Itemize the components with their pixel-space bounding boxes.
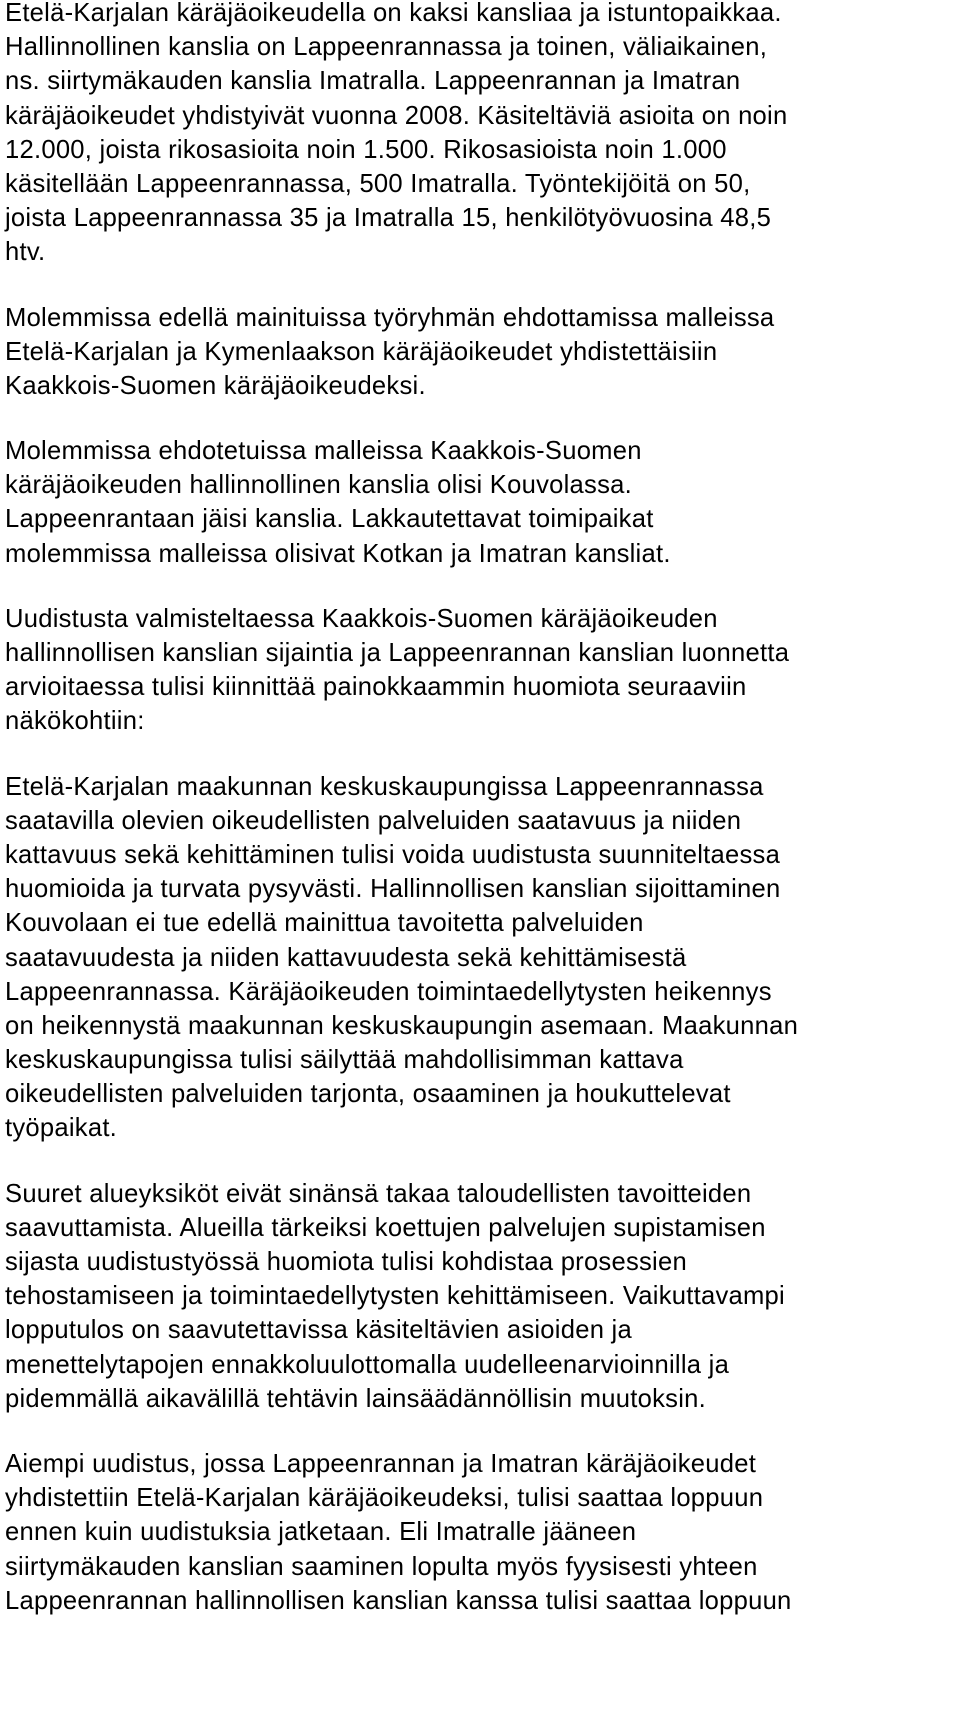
paragraph — [5, 434, 960, 571]
text-line: menettelytapojen ennakkoluulottomalla uudelleenarvioinnilla ja — [5, 1350, 730, 1379]
text-line: Uudistusta valmisteltaessa Kaakkois-Suomen käräjäoikeuden — [5, 604, 718, 633]
text-line: saatavuudesta ja niiden kattavuudesta sekä kehittämisestä — [5, 943, 687, 972]
text-line: käräjäoikeudet yhdistyivät vuonna 2008. Käsiteltäviä asioita on noin — [5, 101, 788, 130]
text-line: käsitellään Lappeenrannassa, 500 Imatralla. Työntekijöitä on 50, — [5, 169, 751, 198]
text-line: ns. siirtymäkauden kanslia Imatralla. Lappeenrannan ja Imatran — [5, 67, 741, 96]
text-line: käräjäoikeuden hallinnollinen kanslia olisi Kouvolassa. — [5, 471, 632, 500]
text-line: hallinnollisen kanslian sijaintia ja Lappeenrannan kanslian luonnetta — [5, 639, 790, 667]
text-line: arvioitaessa tulisi kiinnittää painokkaammin huomiota seuraaviin — [5, 673, 747, 702]
text-line: oikeudellisten palveluiden tarjonta, osaaminen ja houkuttelevat — [5, 1080, 731, 1109]
text-line: molemmissa malleissa olisivat Kotkan ja Imatran kansliat. — [5, 539, 671, 568]
text-line: työpaikat. — [5, 1114, 118, 1143]
text-line: Kouvolaan ei tue edellä mainittua tavoitetta palveluiden — [5, 909, 644, 938]
text-line: saatavilla olevien oikeudellisten palveluiden saatavuus ja niiden — [5, 806, 742, 835]
text-line: on heikennystä maakunnan keskuskaupungin asemaan. Maakunnan — [5, 1011, 799, 1040]
document-body — [5, 0, 960, 1649]
text-line: näkökohtiin: — [5, 707, 145, 736]
text-line: Lappeenrannan hallinnollisen kanslian kanssa tulisi saattaa loppuun — [5, 1586, 792, 1615]
paragraph — [5, 1177, 960, 1416]
text-line: keskuskaupungissa tulisi säilyttää mahdollisimman kattava — [5, 1046, 684, 1075]
text-line: Etelä-Karjalan käräjäoikeudella on kaksi kansliaa ja istuntopaikkaa. — [5, 0, 782, 27]
text-line: tehostamiseen ja toimintaedellytysten kehittämiseen. Vaikuttavampi — [5, 1282, 785, 1311]
text-line: Lappeenrantaan jäisi kanslia. Lakkautettavat toimipaikat — [5, 505, 654, 534]
text-line: Lappeenrannassa. Käräjäoikeuden toimintaedellytysten heikennys — [5, 977, 772, 1006]
paragraph — [5, 770, 960, 1146]
text-line: kattavuus sekä kehittäminen tulisi voida uudistusta suunniteltaessa — [5, 840, 781, 869]
text-line: Molemmissa edellä mainituissa työryhmän ehdottamissa malleissa — [5, 303, 775, 332]
paragraph — [5, 602, 960, 739]
text-line: huomioida ja turvata pysyvästi. Hallinnollisen kanslian sijoittaminen — [5, 875, 781, 904]
text-line: ennen kuin uudistuksia jatketaan. Eli Imatralle jääneen — [5, 1518, 637, 1547]
text-line: Aiempi uudistus, jossa Lappeenrannan ja Imatran käräjäoikeudet — [5, 1449, 757, 1478]
paragraph — [5, 301, 960, 404]
text-line: Hallinnollinen kanslia on Lappeenrannassa ja toinen, väliaikainen, — [5, 33, 768, 62]
text-line: lopputulos on saavutettavissa käsiteltävien asioiden ja — [5, 1316, 632, 1345]
text-line: Molemmissa ehdotetuissa malleissa Kaakkois-Suomen — [5, 437, 642, 466]
paragraph — [5, 1447, 960, 1618]
text-line: Etelä-Karjalan ja Kymenlaakson käräjäoikeudet yhdistettäisiin — [5, 337, 718, 366]
text-line: Kaakkois-Suomen käräjäoikeudeksi. — [5, 371, 426, 400]
text-line: 12.000, joista rikosasioita noin 1.500. Rikosasioista noin 1.000 — [5, 135, 727, 164]
text-line: sijasta uudistustyössä huomiota tulisi kohdistaa prosessien — [5, 1248, 687, 1276]
text-line: Suuret alueyksiköt eivät sinänsä takaa taloudellisten tavoitteiden — [5, 1179, 752, 1208]
text-line: Etelä-Karjalan maakunnan keskuskaupungissa Lappeenrannassa — [5, 772, 764, 801]
text-line: siirtymäkauden kanslian saaminen lopulta myös fyysisesti yhteen — [5, 1552, 758, 1581]
paragraph — [5, 0, 960, 270]
text-line: yhdistettiin Etelä-Karjalan käräjäoikeudeksi, tulisi saattaa loppuun — [5, 1484, 764, 1513]
text-line: pidemmällä aikavälillä tehtävin lainsäädännöllisin muutoksin. — [5, 1384, 706, 1413]
text-line: joista Lappeenrannassa 35 ja Imatralla 15, henkilötyövuosina 48,5 — [5, 204, 772, 233]
text-line: saavuttamista. Alueilla tärkeiksi koettujen palvelujen supistamisen — [5, 1213, 766, 1242]
text-line: htv. — [5, 238, 46, 267]
